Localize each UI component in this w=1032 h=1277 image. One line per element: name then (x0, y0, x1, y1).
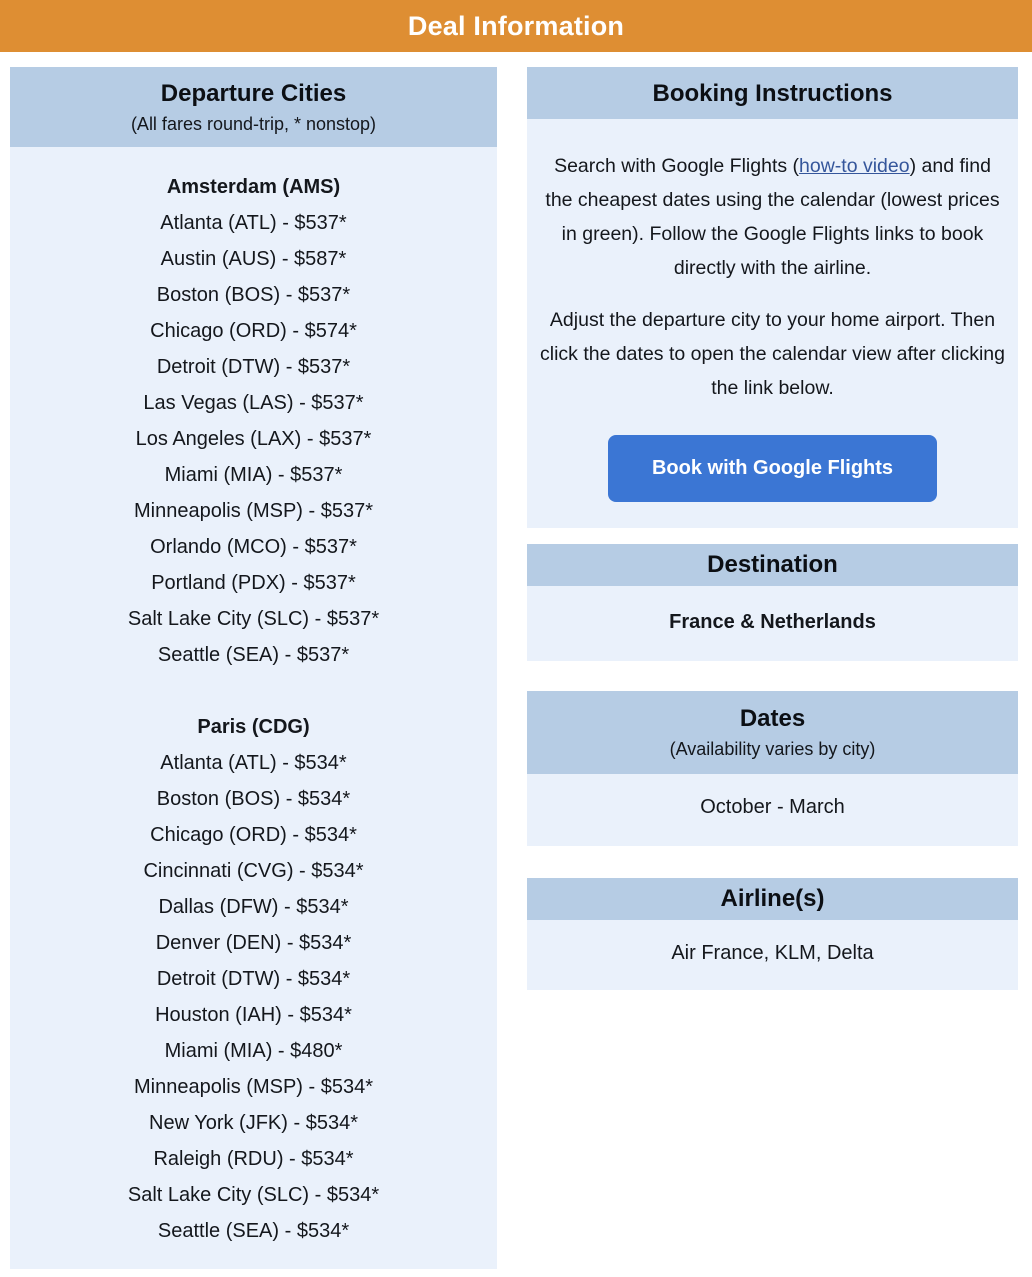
airlines-panel (527, 878, 1018, 990)
dates-value: October - March (700, 796, 845, 818)
dates-body (527, 774, 1018, 846)
para1-before-link: Search with Google Flights ( (554, 155, 800, 177)
booking-instructions-paragraph-1 (539, 149, 1006, 285)
fare-line: Orlando (MCO) - $537* (150, 536, 357, 558)
fare-line: Chicago (ORD) - $574* (150, 320, 357, 342)
fare-line: Detroit (DTW) - $534* (156, 968, 351, 990)
fare-line: Salt Lake City (SLC) - $537* (127, 608, 380, 630)
departure-cities-panel (10, 67, 497, 1269)
fare-line: Detroit (DTW) - $537* (156, 356, 351, 378)
booking-instructions-header (527, 67, 1018, 119)
how-to-video-link[interactable]: how-to video (799, 155, 910, 177)
departure-cities-subtitle: (All fares round-trip, * nonstop) (130, 114, 377, 134)
fare-line: Raleigh (RDU) - $534* (153, 1148, 354, 1170)
fare-line: Atlanta (ATL) - $534* (160, 752, 347, 774)
fare-line: Los Angeles (LAX) - $537* (135, 428, 372, 450)
main-content (0, 52, 1032, 1277)
destination-panel (527, 544, 1018, 661)
booking-instructions-body (527, 119, 1018, 528)
fare-line: Chicago (ORD) - $534* (150, 824, 357, 846)
dates-header (527, 691, 1018, 774)
fare-line: Boston (BOS) - $534* (156, 788, 351, 810)
para1-after-link: ) and find the cheapest dates using the calendar (lowest prices in green). Follow the Google Flights links to book directly with the airline. (545, 155, 1000, 279)
fare-line: Houston (IAH) - $534* (155, 1004, 352, 1026)
fare-line: Minneapolis (MSP) - $537* (134, 500, 373, 522)
airlines-title: Airline(s) (720, 885, 825, 912)
airlines-value: Air France, KLM, Delta (671, 942, 874, 964)
dates-panel (527, 691, 1018, 846)
page-title: Deal Information (407, 11, 625, 41)
deal-information-banner (0, 0, 1032, 52)
group-spacer (16, 673, 491, 709)
fare-line: Miami (MIA) - $480* (164, 1040, 343, 1062)
fare-line: Seattle (SEA) - $537* (157, 644, 350, 666)
departure-group-heading: Amsterdam (AMS) (166, 176, 341, 198)
fare-line: Dallas (DFW) - $534* (158, 896, 349, 918)
fare-line: Atlanta (ATL) - $537* (160, 212, 347, 234)
fare-line: Portland (PDX) - $537* (151, 572, 356, 594)
destination-value: France & Netherlands (669, 611, 876, 633)
fare-line: Minneapolis (MSP) - $534* (134, 1076, 373, 1098)
fare-line: Boston (BOS) - $537* (156, 284, 351, 306)
airlines-body (527, 920, 1018, 990)
booking-instructions-panel (527, 67, 1018, 528)
destination-body (527, 586, 1018, 661)
dates-title: Dates (739, 705, 806, 732)
fare-line: Cincinnati (CVG) - $534* (143, 860, 364, 882)
right-column (527, 67, 1018, 990)
booking-instructions-title: Booking Instructions (652, 80, 893, 107)
departure-cities-title: Departure Cities (160, 80, 347, 107)
fare-line: Denver (DEN) - $534* (155, 932, 352, 954)
fare-line: Las Vegas (LAS) - $537* (143, 392, 364, 414)
dates-subtitle: (Availability varies by city) (669, 739, 876, 759)
fare-line: Seattle (SEA) - $534* (157, 1220, 350, 1242)
destination-title: Destination (707, 551, 838, 578)
fare-line: Salt Lake City (SLC) - $534* (127, 1184, 380, 1206)
booking-instructions-paragraph-2: Adjust the departure city to your home airport. Then click the dates to open the calendar view after clicking the link below. (539, 309, 1005, 399)
departure-group-heading: Paris (CDG) (197, 716, 310, 738)
departure-cities-header (10, 67, 497, 147)
fare-line: New York (JFK) - $534* (149, 1112, 358, 1134)
fare-line: Austin (AUS) - $587* (160, 248, 347, 270)
fare-line: Miami (MIA) - $537* (164, 464, 343, 486)
book-with-google-flights-button[interactable]: Book with Google Flights (608, 435, 937, 502)
airlines-header (527, 878, 1018, 920)
destination-header (527, 544, 1018, 586)
departure-city-groups (10, 147, 497, 1269)
